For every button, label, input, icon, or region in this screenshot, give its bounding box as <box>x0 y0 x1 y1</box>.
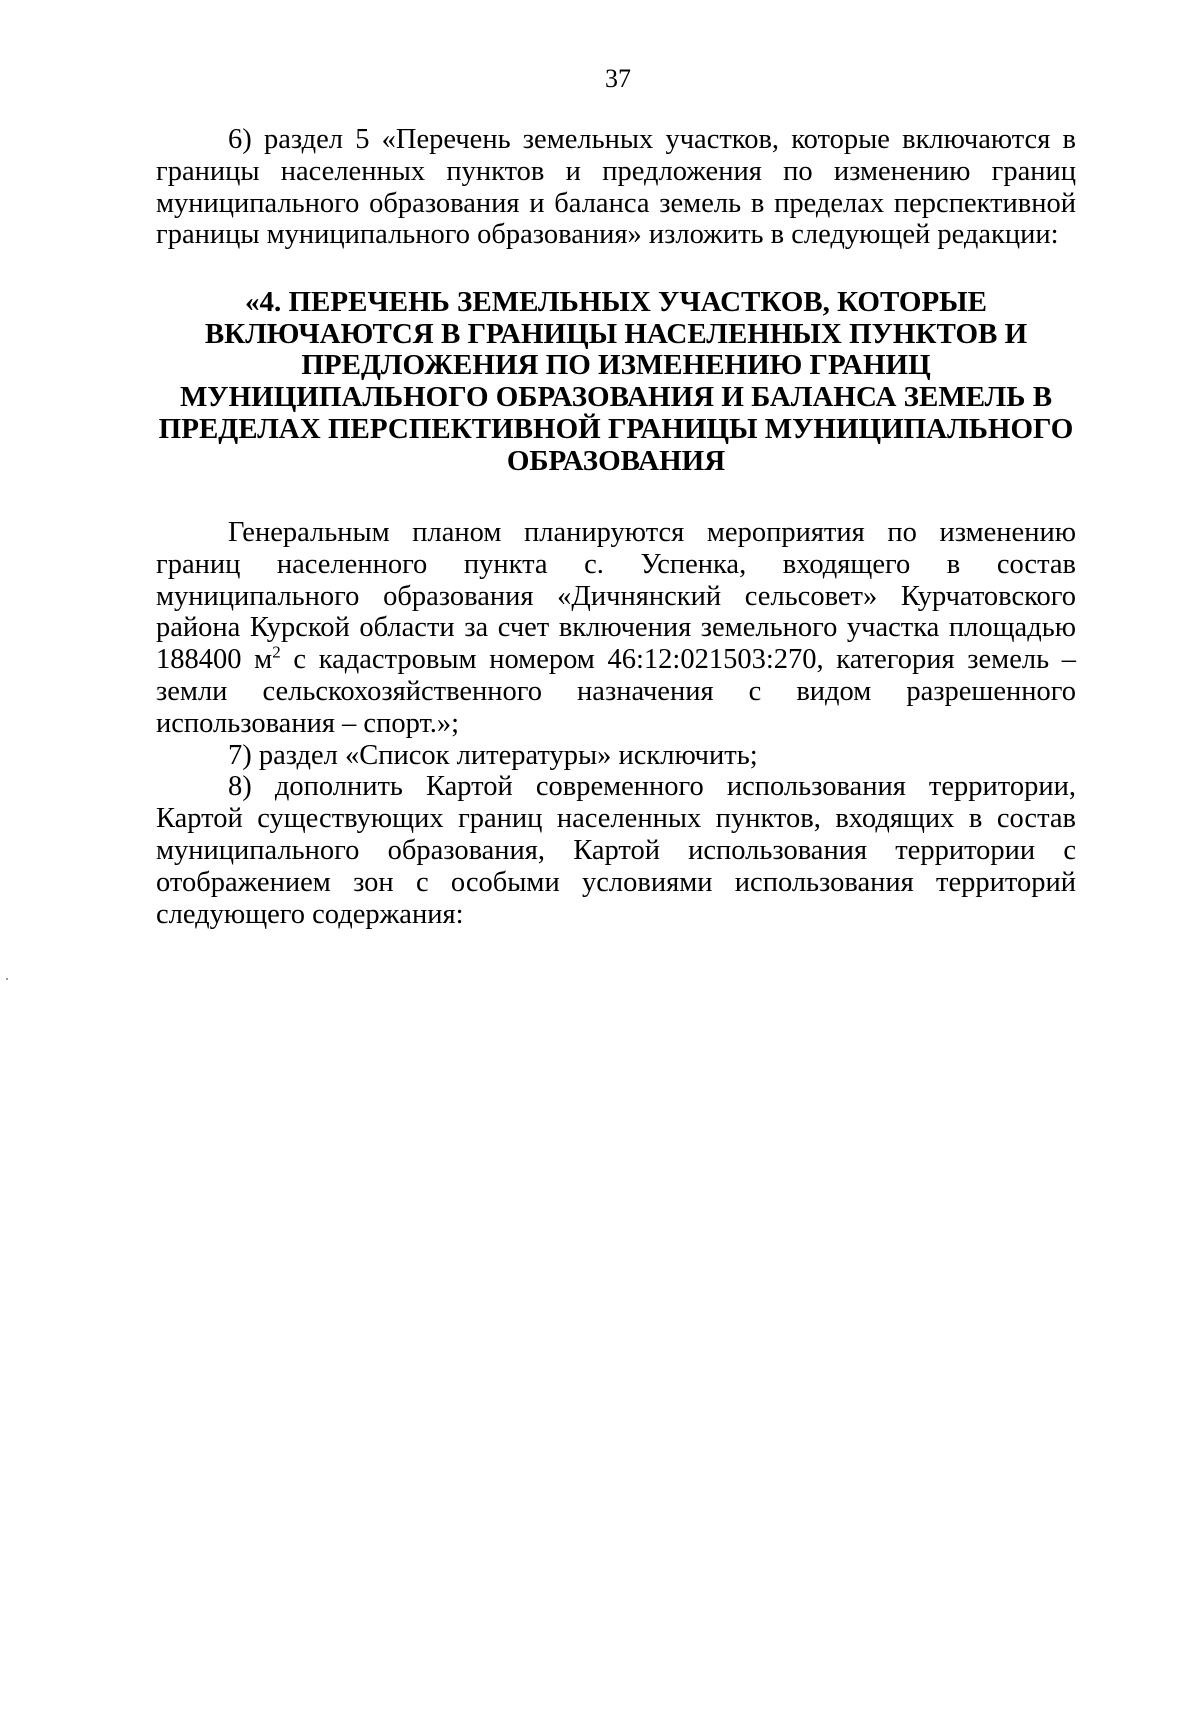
scan-speck <box>6 978 8 980</box>
heading-line-1: «4. ПЕРЕЧЕНЬ ЗЕМЕЛЬНЫХ УЧАСТКОВ, КОТОРЫЕ <box>244 286 988 318</box>
amendment-item-8: 8) дополнить Картой современного использования территории, Картой существующих границ населенных пунктов, входящих в состав муниципального образования, Картой использования территории с отображением зон с особыми условиями использования территорий следующего содержания: <box>156 771 1076 930</box>
amendment-item-6-block <box>156 124 1076 251</box>
heading-line-4: МУНИЦИПАЛЬНОГО ОБРАЗОВАНИЯ И БАЛАНСА ЗЕМЕЛЬ В <box>179 381 1053 414</box>
amendment-item-6: 6) раздел 5 «Перечень земельных участков, которые включаются в границы населенных пунктов и предложения по изменению границ муниципального образования и баланса земель в пределах перспективной границы муниципального образования» изложить в следующей редакции: <box>156 124 1076 251</box>
amendment-body-block <box>156 517 1076 930</box>
amendment-item-7: 7) раздел «Список литературы» исключить; <box>228 739 758 771</box>
general-plan-text: Генеральным планом планируются мероприятия по изменению границ населенного пункта с. Успенка, входящего в состав муниципального образования «Дичнянский сельсовет» Курчатовского района Курской области за счет включения земельного участка площадью 188400 м <box>156 517 1076 676</box>
heading-line-2: ВКЛЮЧАЮТСЯ В ГРАНИЦЫ НАСЕЛЕННЫХ ПУНКТОВ И <box>204 317 1028 350</box>
heading-line-6: ОБРАЗОВАНИЯ <box>506 444 726 477</box>
general-plan-text-continued: с кадастровым номером 46:12:021503:270, категория земель – земли сельскохозяйственного назначения с видом разрешенного использования – спорт.»; <box>156 644 1076 739</box>
general-plan-paragraph <box>156 517 1076 740</box>
page-number: 37 <box>605 64 631 93</box>
square-meter-superscript: 2 <box>272 642 281 662</box>
heading-line-3: ПРЕДЛОЖЕНИЯ ПО ИЗМЕНЕНИЮ ГРАНИЦ <box>301 349 931 382</box>
section-heading <box>150 287 1082 477</box>
heading-line-5: ПРЕДЕЛАХ ПЕРСПЕКТИВНОЙ ГРАНИЦЫ МУНИЦИПАЛЬНОГО <box>158 412 1074 445</box>
